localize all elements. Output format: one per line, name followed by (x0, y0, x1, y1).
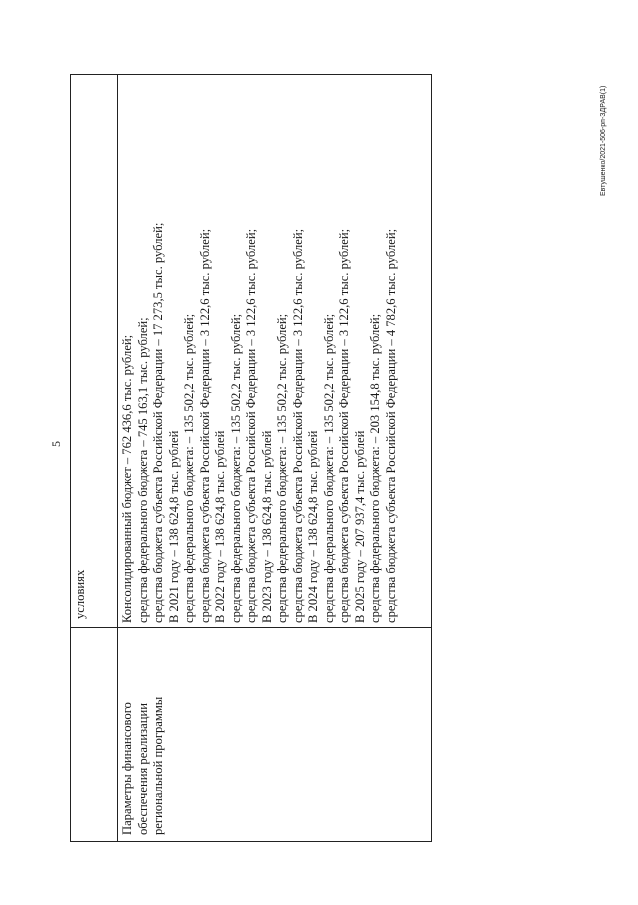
financing-line: средства федерального бюджета: – 135 502,2 тыс. рублей; (182, 313, 196, 623)
row-label-cell (118, 628, 432, 842)
row-value-cell (118, 75, 432, 628)
financing-line: Консолидированный бюджет – 762 436,6 тыс. рублей; (120, 334, 134, 623)
financing-line: средства бюджета субъекта Российской Федерации – 17 273,5 тыс. рублей; (151, 222, 165, 623)
financing-line: В 2024 году – 138 624,8 тыс. рублей (306, 430, 320, 623)
financing-line: В 2021 году – 138 624,8 тыс. рублей (166, 430, 181, 623)
financing-line: средства федерального бюджета: – 135 502,2 тыс. рублей; (228, 313, 243, 623)
table-row (118, 75, 432, 842)
financing-line: средства бюджета субъекта Российской Федерации – 3 122,6 тыс. рублей; (290, 228, 305, 623)
header-right-text: условиях (73, 569, 87, 619)
financing-line: средства бюджета субъекта Российской Федерации – 3 122,6 тыс. рублей; (197, 228, 212, 623)
financing-line: В 2025 году – 207 937,4 тыс. рублей (352, 430, 367, 623)
financing-line: средства бюджета субъекта Российской Федерации – 3 122,6 тыс. рублей; (337, 228, 351, 623)
row-label: Параметры финансового обеспечения реализации региональной программы (120, 696, 165, 835)
document-code: Евтушенко/2021-506-рп-ЗДРАВ(1) (600, 85, 607, 196)
header-right-cell (71, 75, 118, 628)
page-number: 5 (49, 441, 63, 447)
header-left-cell (71, 628, 118, 842)
financing-line: средства бюджета субъекта Российской Федерации – 4 782,6 тыс. рублей; (383, 228, 398, 623)
financing-line: средства федерального бюджета: – 135 502,2 тыс. рублей; (275, 313, 289, 623)
rotated-table-container (70, 74, 432, 842)
financing-line: средства федерального бюджета: – 203 154,8 тыс. рублей; (368, 313, 382, 623)
financing-lines (120, 79, 399, 623)
financing-parameters-table (70, 74, 432, 842)
financing-line: В 2022 году – 138 624,8 тыс. рублей (213, 430, 227, 623)
financing-line: средства федерального бюджета – 745 163,1 тыс. рублей; (135, 317, 150, 623)
table-header-row (71, 75, 118, 842)
financing-line: средства федерального бюджета: – 135 502,2 тыс. рублей; (321, 313, 336, 623)
financing-line: средства бюджета субъекта Российской Федерации – 3 122,6 тыс. рублей; (244, 228, 258, 623)
financing-line: В 2023 году – 138 624,8 тыс. рублей (259, 430, 274, 623)
